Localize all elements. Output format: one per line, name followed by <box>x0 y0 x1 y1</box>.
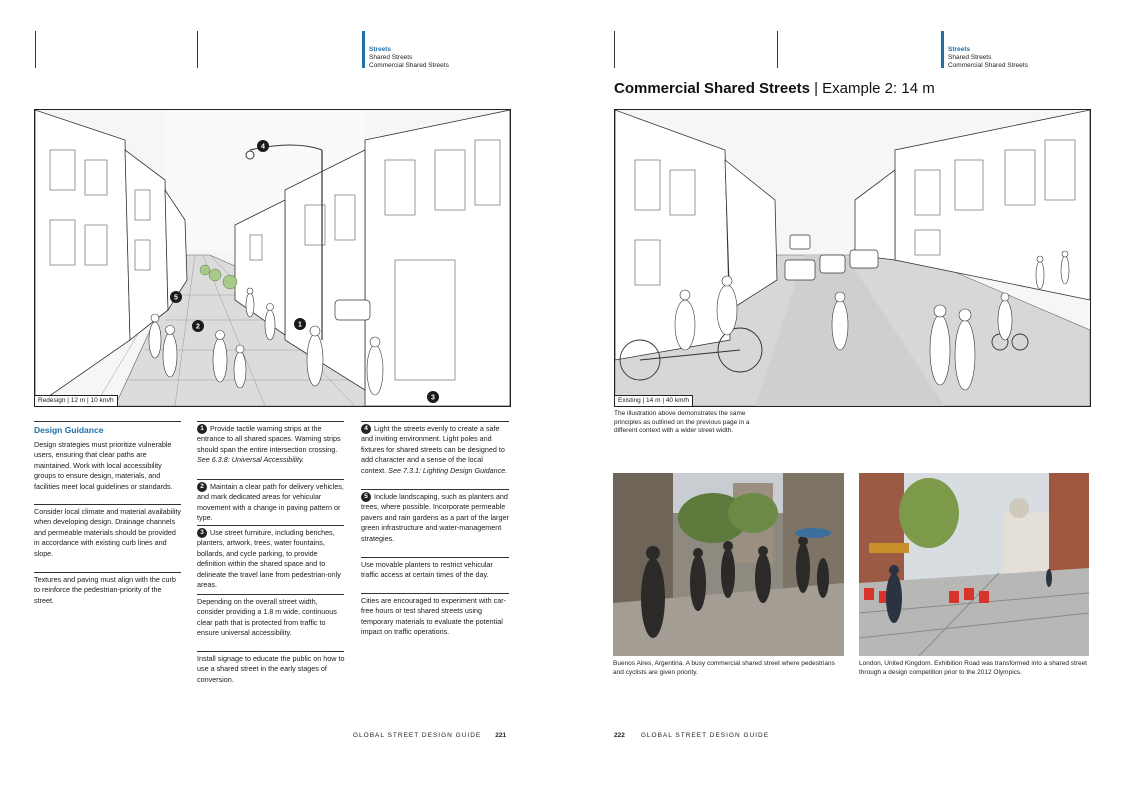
header-rule <box>35 31 36 68</box>
existing-illustration <box>614 109 1091 407</box>
breadcrumb-item[interactable]: Commercial Shared Streets <box>948 62 1028 69</box>
column-rule <box>34 421 181 422</box>
street-drawing <box>615 110 1090 406</box>
photo-buenos-aires <box>613 473 844 656</box>
breadcrumb <box>948 46 1028 70</box>
page-footer <box>614 732 769 739</box>
guidance-item: Depending on the overall street width, consider providing a 1.8 m wide, continuous clear path that is protected from traffic to ensure universal accessibility. <box>197 597 337 638</box>
photo-image <box>613 473 844 656</box>
section-marker <box>941 31 944 68</box>
guidance-item: Install signage to educate the public on how to use a shared street in the early stages of conversion. <box>197 654 345 684</box>
header-rule <box>614 31 615 68</box>
page-number: 221 <box>495 732 507 739</box>
guidance-item <box>197 424 345 466</box>
footer-title: GLOBAL STREET DESIGN GUIDE <box>353 732 482 739</box>
marker-badge: 4 <box>361 424 371 434</box>
breadcrumb <box>369 46 449 70</box>
title-subtitle: | Example 2: 14 m <box>809 80 935 97</box>
cross-reference[interactable]: See 7.3.1: Lighting Design Guidance. <box>388 465 508 475</box>
page-footer <box>353 732 506 739</box>
paragraph-rule <box>197 651 344 652</box>
breadcrumb-item[interactable]: Commercial Shared Streets <box>369 62 449 69</box>
design-guidance-title: Design Guidance <box>34 425 104 435</box>
item-text: Provide tactile warning strips at the entrance to all shared spaces. Warning strips should span the entire intersection crossing. <box>197 424 341 454</box>
paragraph-rule <box>361 593 509 594</box>
paragraph-rule <box>197 479 344 480</box>
marker-badge: 5 <box>361 492 371 502</box>
paragraph-rule <box>197 525 344 526</box>
photo-caption: Buenos Aires, Argentina. A busy commercial shared street where pedestrians and cyclists are given priority. <box>613 660 835 676</box>
marker-badge: 3 <box>197 528 207 538</box>
guidance-item <box>197 528 345 590</box>
illustration-tag: Redesign | 12 m | 10 km/h <box>34 395 118 407</box>
guidance-item <box>361 424 509 476</box>
paragraph-rule <box>361 557 509 558</box>
svg-text:2: 2 <box>196 323 200 331</box>
breadcrumb-item[interactable]: Streets <box>369 46 392 53</box>
svg-text:5: 5 <box>174 294 178 302</box>
item-text: Maintain a clear path for delivery vehicles, and mark dedicated areas for vehicular movement with a change in paving pattern or type. <box>197 482 344 523</box>
title-main: Commercial Shared Streets <box>614 80 810 97</box>
svg-text:4: 4 <box>261 143 265 151</box>
redesign-illustration <box>34 109 511 407</box>
section-marker <box>362 31 365 68</box>
column-rule <box>361 421 509 422</box>
guidance-item: Cities are encouraged to experiment with car-free hours or test shared streets using temporary materials to evaluate the potential impact on traffic operations. <box>361 596 507 637</box>
marker-badge: 2 <box>197 482 207 492</box>
photo-london <box>859 473 1089 656</box>
item-text: Light the streets evenly to create a safe and inviting environment. Light poles and fixtures for shared streets can be designed to add character and a sense of the local context. <box>361 424 505 475</box>
guidance-item <box>197 482 345 524</box>
column-rule <box>197 421 344 422</box>
breadcrumb-item[interactable]: Shared Streets <box>369 54 413 61</box>
photo-image <box>859 473 1089 656</box>
page-number: 222 <box>614 732 625 739</box>
svg-text:1: 1 <box>298 321 302 329</box>
header-rule <box>777 31 778 68</box>
paragraph-rule <box>361 489 509 490</box>
footer-title: GLOBAL STREET DESIGN GUIDE <box>640 732 770 739</box>
illustration-caption: The illustration above demonstrates the same principles as outlined on the previous page in a different context with a wider street width. <box>614 410 750 434</box>
guidance-paragraph: Consider local climate and material availability when developing design. Drainage channels and permeable materials should be provided in accordance with existing curb lines and slope. <box>34 507 182 558</box>
item-text: Include landscaping, such as planters and trees, where possible. Incorporate permeable pavers and rain gardens as a part of the larger green infrastructure and water-management strategies. <box>361 492 509 543</box>
header-rule <box>197 31 198 68</box>
guidance-item: Use movable planters to restrict vehicular traffic access at certain times of the day. <box>361 560 493 580</box>
svg-text:3: 3 <box>431 394 435 402</box>
street-drawing <box>35 110 510 406</box>
guidance-paragraph: Design strategies must prioritize vulnerable users, ensuring that clear paths are maintained. Work with local accessibility groups to ensure design, materials, and facilities meet local guidelines or standards. <box>34 440 173 491</box>
photo-caption: London, United Kingdom. Exhibition Road was transformed into a shared street through a design competition prior to the 2012 Olympics. <box>859 660 1087 676</box>
cross-reference[interactable]: See 6.3.8: Universal Accessibility. <box>197 455 305 465</box>
breadcrumb-item[interactable]: Streets <box>948 46 971 53</box>
paragraph-rule <box>34 572 181 573</box>
breadcrumb-item[interactable]: Shared Streets <box>948 54 992 61</box>
item-text: Use street furniture, including benches, planters, artwork, trees, water fountains, bollards, and cycle parking, to provide definition within the shared space and to delineate the travel lane from pedestrian-only areas. <box>197 528 341 590</box>
paragraph-rule <box>197 594 344 595</box>
page-title <box>614 80 935 98</box>
illustration-tag: Existing | 14 m | 40 km/h <box>614 395 693 407</box>
guidance-item <box>361 492 509 544</box>
guidance-paragraph: Textures and paving must align with the curb to reinforce the pedestrian-priority of the street. <box>34 575 176 605</box>
marker-badge: 1 <box>197 424 207 434</box>
paragraph-rule <box>34 504 181 505</box>
